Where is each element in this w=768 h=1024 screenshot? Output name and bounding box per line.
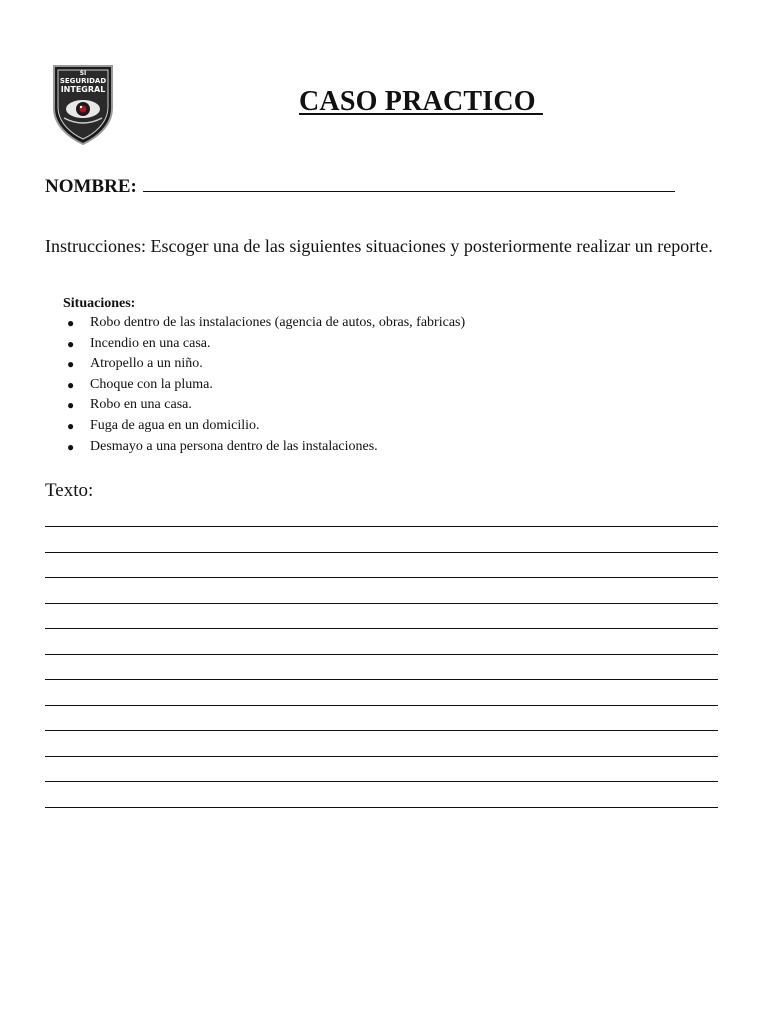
bullet-icon: ●: [67, 316, 75, 330]
svg-text:INTEGRAL: INTEGRAL: [60, 85, 106, 94]
bullet-icon: ●: [67, 336, 75, 351]
list-item: [63, 437, 583, 458]
writing-line: [45, 526, 718, 527]
list-item: [63, 354, 583, 375]
situaciones-list: [63, 313, 583, 457]
writing-lines: [45, 526, 718, 832]
list-item-text: Desmayo a una persona dentro de las instalaciones.: [90, 438, 378, 454]
writing-line: [45, 705, 718, 706]
nombre-field: [45, 173, 675, 198]
texto-label: Texto:: [45, 480, 94, 501]
nombre-blank-line: [143, 173, 675, 192]
writing-line: [45, 730, 718, 731]
writing-line: [45, 654, 718, 655]
bullet-icon: ●: [67, 439, 75, 454]
list-item-text: Atropello a un niño.: [90, 356, 203, 372]
bullet-icon: ●: [67, 418, 75, 433]
list-item-text: Choque con la pluma.: [90, 376, 213, 392]
list-item: [63, 375, 583, 396]
bullet-icon: ●: [67, 357, 75, 372]
svg-text:SI: SI: [79, 70, 87, 77]
situaciones-section: [63, 295, 583, 457]
writing-line: [45, 628, 718, 629]
bullet-icon: ●: [67, 377, 75, 392]
list-item: [63, 416, 583, 437]
writing-line: [45, 807, 718, 808]
list-item: [63, 395, 583, 416]
list-item: [63, 313, 583, 334]
bullet-icon: ●: [67, 398, 75, 413]
writing-line: [45, 577, 718, 578]
list-item-text: Robo dentro de las instalaciones (agencia de autos, obras, fabricas): [90, 315, 466, 330]
list-item: [63, 334, 583, 355]
writing-line: [45, 552, 718, 553]
list-item-text: Incendio en una casa.: [90, 335, 211, 351]
writing-line: [45, 781, 718, 782]
instructions-text: Instrucciones: Escoger una de las siguientes situaciones y posteriormente realizar un reporte.: [45, 236, 713, 256]
writing-line: [45, 679, 718, 680]
list-item-text: Fuga de agua en un domicilio.: [90, 417, 260, 433]
shield-logo-icon: [50, 62, 116, 146]
svg-text:SEGURIDAD: SEGURIDAD: [59, 77, 107, 85]
writing-line: [45, 603, 718, 604]
company-logo: [50, 62, 116, 146]
list-item-text: Robo en una casa.: [90, 397, 192, 413]
nombre-label: NOMBRE:: [45, 176, 137, 197]
writing-line: [45, 756, 718, 757]
situaciones-heading: Situaciones:: [63, 296, 136, 311]
document-title: CASO PRACTICO: [299, 86, 543, 117]
